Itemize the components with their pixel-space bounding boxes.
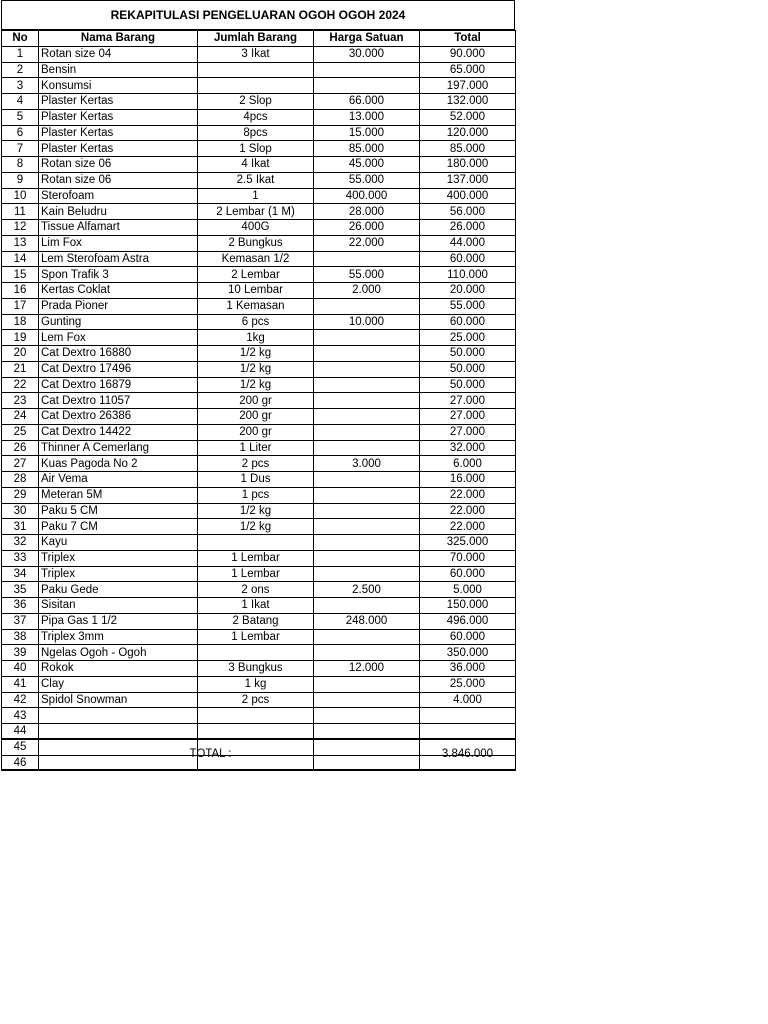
row-total: 27.000 [420, 393, 516, 409]
item-quantity: 1 Slop [198, 141, 314, 157]
item-quantity: 1/2 kg [198, 503, 314, 519]
row-number: 19 [2, 330, 39, 346]
row-total: 50.000 [420, 377, 516, 393]
row-number: 20 [2, 346, 39, 362]
item-name: Cat Dextro 14422 [39, 424, 198, 440]
header-item-name: Nama Barang [39, 31, 198, 47]
item-quantity: 1 Lembar [198, 550, 314, 566]
item-quantity: 2.5 Ikat [198, 172, 314, 188]
unit-price: 10.000 [314, 314, 420, 330]
item-quantity: 200 gr [198, 393, 314, 409]
unit-price: 55.000 [314, 267, 420, 283]
item-name: Spon Trafik 3 [39, 267, 198, 283]
unit-price [314, 346, 420, 362]
item-name: Plaster Kertas [39, 125, 198, 141]
table-row [2, 172, 516, 188]
unit-price: 26.000 [314, 220, 420, 236]
unit-price [314, 692, 420, 708]
table-row [2, 220, 516, 236]
row-total: 52.000 [420, 109, 516, 125]
row-number: 41 [2, 676, 39, 692]
item-quantity: 1/2 kg [198, 377, 314, 393]
item-quantity: 2 Bungkus [198, 235, 314, 251]
unit-price [314, 708, 420, 724]
header-unit-price: Harga Satuan [314, 31, 420, 47]
row-total: 110.000 [420, 267, 516, 283]
unit-price: 30.000 [314, 46, 420, 62]
unit-price: 400.000 [314, 188, 420, 204]
item-name: Cat Dextro 17496 [39, 361, 198, 377]
table-row [2, 78, 516, 94]
item-quantity: 1 [198, 188, 314, 204]
unit-price [314, 487, 420, 503]
row-total: 132.000 [420, 94, 516, 110]
table-row [2, 487, 516, 503]
row-total: 150.000 [420, 598, 516, 614]
item-quantity: 1 Liter [198, 440, 314, 456]
row-number: 23 [2, 393, 39, 409]
row-number: 10 [2, 188, 39, 204]
row-number: 33 [2, 550, 39, 566]
unit-price [314, 535, 420, 551]
item-name: Ngelas Ogoh - Ogoh [39, 645, 198, 661]
table-row [2, 141, 516, 157]
row-total: 56.000 [420, 204, 516, 220]
item-name: Tissue Alfamart [39, 220, 198, 236]
item-quantity: 2 Slop [198, 94, 314, 110]
row-number: 26 [2, 440, 39, 456]
item-name: Cat Dextro 16879 [39, 377, 198, 393]
item-quantity: 1 kg [198, 676, 314, 692]
unit-price: 248.000 [314, 613, 420, 629]
item-quantity: 10 Lembar [198, 283, 314, 299]
row-number: 4 [2, 94, 39, 110]
table-row [2, 613, 516, 629]
unit-price [314, 550, 420, 566]
item-quantity: 8pcs [198, 125, 314, 141]
row-total: 55.000 [420, 298, 516, 314]
item-quantity: 2 Lembar [198, 267, 314, 283]
unit-price [314, 519, 420, 535]
item-name: Spidol Snowman [39, 692, 198, 708]
row-number: 13 [2, 235, 39, 251]
table-row [2, 456, 516, 472]
row-number: 24 [2, 409, 39, 425]
unit-price [314, 472, 420, 488]
item-name: Plaster Kertas [39, 109, 198, 125]
row-number: 7 [2, 141, 39, 157]
item-name: Kain Beludru [39, 204, 198, 220]
row-number: 12 [2, 220, 39, 236]
item-quantity [198, 724, 314, 740]
row-number: 25 [2, 424, 39, 440]
row-total: 27.000 [420, 424, 516, 440]
item-quantity: 3 Bungkus [198, 661, 314, 677]
item-name: Gunting [39, 314, 198, 330]
table-row [2, 724, 516, 740]
item-quantity: 1 Ikat [198, 598, 314, 614]
row-total: 36.000 [420, 661, 516, 677]
item-name: Lem Fox [39, 330, 198, 346]
table-row [2, 676, 516, 692]
header-no: No [2, 31, 39, 47]
unit-price [314, 377, 420, 393]
unit-price: 66.000 [314, 94, 420, 110]
item-name: Rotan size 06 [39, 172, 198, 188]
item-name: Prada Pioner [39, 298, 198, 314]
row-number: 31 [2, 519, 39, 535]
row-total: 22.000 [420, 487, 516, 503]
unit-price [314, 78, 420, 94]
item-quantity: 1/2 kg [198, 519, 314, 535]
row-total: 350.000 [420, 645, 516, 661]
unit-price [314, 424, 420, 440]
unit-price [314, 645, 420, 661]
header-total: Total [420, 31, 516, 47]
item-quantity: 200 gr [198, 409, 314, 425]
item-name: Paku 5 CM [39, 503, 198, 519]
row-total: 50.000 [420, 361, 516, 377]
item-name: Air Vema [39, 472, 198, 488]
item-quantity [198, 62, 314, 78]
row-total: 325.000 [420, 535, 516, 551]
unit-price: 2.000 [314, 283, 420, 299]
item-quantity: 2 Batang [198, 613, 314, 629]
item-quantity: 2 ons [198, 582, 314, 598]
unit-price [314, 361, 420, 377]
unit-price: 15.000 [314, 125, 420, 141]
row-number: 28 [2, 472, 39, 488]
item-quantity: 400G [198, 220, 314, 236]
table-row [2, 94, 516, 110]
table-row [2, 298, 516, 314]
item-name: Lim Fox [39, 235, 198, 251]
row-number: 22 [2, 377, 39, 393]
table-row [2, 346, 516, 362]
item-name [39, 724, 198, 740]
row-number: 40 [2, 661, 39, 677]
sheet-title: REKAPITULASI PENGELUARAN OGOH OGOH 2024 [1, 0, 515, 30]
row-number: 17 [2, 298, 39, 314]
unit-price [314, 676, 420, 692]
item-name: Rokok [39, 661, 198, 677]
row-number: 14 [2, 251, 39, 267]
row-number: 29 [2, 487, 39, 503]
item-quantity: 2 Lembar (1 M) [198, 204, 314, 220]
item-name [39, 708, 198, 724]
table-row [2, 361, 516, 377]
table-row [2, 235, 516, 251]
unit-price [314, 409, 420, 425]
row-number: 27 [2, 456, 39, 472]
item-quantity: 2 pcs [198, 456, 314, 472]
table-row [2, 708, 516, 724]
row-number: 36 [2, 598, 39, 614]
row-total: 6.000 [420, 456, 516, 472]
unit-price: 85.000 [314, 141, 420, 157]
item-quantity [198, 708, 314, 724]
row-number: 30 [2, 503, 39, 519]
row-total: 44.000 [420, 235, 516, 251]
row-number: 3 [2, 78, 39, 94]
unit-price [314, 724, 420, 740]
row-total: 25.000 [420, 676, 516, 692]
item-name: Paku Gede [39, 582, 198, 598]
grand-total-label: TOTAL : [2, 739, 420, 770]
item-name: Paku 7 CM [39, 519, 198, 535]
row-number: 43 [2, 708, 39, 724]
grand-total-box [1, 738, 515, 770]
row-total: 60.000 [420, 566, 516, 582]
row-total: 400.000 [420, 188, 516, 204]
item-quantity: 1 Kemasan [198, 298, 314, 314]
row-number: 45 [2, 739, 39, 755]
table-row [2, 440, 516, 456]
row-total: 22.000 [420, 503, 516, 519]
row-total: 50.000 [420, 346, 516, 362]
row-total: 70.000 [420, 550, 516, 566]
row-number: 5 [2, 109, 39, 125]
unit-price: 55.000 [314, 172, 420, 188]
item-name: Bensin [39, 62, 198, 78]
item-quantity: 1 Dus [198, 472, 314, 488]
unit-price [314, 251, 420, 267]
item-name: Rotan size 06 [39, 157, 198, 173]
row-number: 34 [2, 566, 39, 582]
header-quantity: Jumlah Barang [198, 31, 314, 47]
item-name: Sisitan [39, 598, 198, 614]
unit-price [314, 503, 420, 519]
row-total: 20.000 [420, 283, 516, 299]
unit-price [314, 62, 420, 78]
table-row [2, 503, 516, 519]
table-row [2, 283, 516, 299]
table-row [2, 519, 516, 535]
table-row [2, 109, 516, 125]
unit-price [314, 566, 420, 582]
item-quantity: 1kg [198, 330, 314, 346]
item-name: Kayu [39, 535, 198, 551]
item-name: Cat Dextro 11057 [39, 393, 198, 409]
unit-price [314, 598, 420, 614]
item-quantity: 200 gr [198, 424, 314, 440]
item-quantity: 4 Ikat [198, 157, 314, 173]
unit-price [314, 393, 420, 409]
item-quantity: 2 pcs [198, 692, 314, 708]
item-quantity [198, 645, 314, 661]
grand-total-value: 3.846.000 [420, 739, 516, 770]
item-name: Rotan size 04 [39, 46, 198, 62]
row-total: 60.000 [420, 251, 516, 267]
item-name: Plaster Kertas [39, 94, 198, 110]
table-row [2, 267, 516, 283]
unit-price [314, 330, 420, 346]
grand-total-row [2, 739, 516, 770]
row-number: 9 [2, 172, 39, 188]
table-row [2, 598, 516, 614]
item-quantity: 1 Lembar [198, 629, 314, 645]
unit-price [314, 440, 420, 456]
unit-price: 22.000 [314, 235, 420, 251]
table-row [2, 377, 516, 393]
unit-price [314, 298, 420, 314]
row-number: 42 [2, 692, 39, 708]
row-total: 5.000 [420, 582, 516, 598]
row-number: 44 [2, 724, 39, 740]
item-name: Thinner A Cemerlang [39, 440, 198, 456]
row-total: 85.000 [420, 141, 516, 157]
row-number: 1 [2, 46, 39, 62]
row-number: 6 [2, 125, 39, 141]
item-quantity: 1 Lembar [198, 566, 314, 582]
item-quantity: 1/2 kg [198, 361, 314, 377]
row-number: 46 [2, 755, 39, 771]
row-total: 496.000 [420, 613, 516, 629]
row-number: 39 [2, 645, 39, 661]
row-total: 197.000 [420, 78, 516, 94]
row-total: 26.000 [420, 220, 516, 236]
item-name: Triplex [39, 566, 198, 582]
item-quantity [198, 535, 314, 551]
row-total: 180.000 [420, 157, 516, 173]
table-row [2, 314, 516, 330]
row-number: 37 [2, 613, 39, 629]
item-name: Lem Sterofoam Astra [39, 251, 198, 267]
item-quantity: 4pcs [198, 109, 314, 125]
row-number: 35 [2, 582, 39, 598]
item-name: Triplex 3mm [39, 629, 198, 645]
table-row [2, 188, 516, 204]
table-row [2, 645, 516, 661]
unit-price: 28.000 [314, 204, 420, 220]
table-row [2, 535, 516, 551]
item-name: Plaster Kertas [39, 141, 198, 157]
row-number: 21 [2, 361, 39, 377]
item-name: Meteran 5M [39, 487, 198, 503]
row-number: 32 [2, 535, 39, 551]
item-quantity: Kemasan 1/2 [198, 251, 314, 267]
item-quantity: 6 pcs [198, 314, 314, 330]
row-total: 65.000 [420, 62, 516, 78]
row-total: 90.000 [420, 46, 516, 62]
table-row [2, 692, 516, 708]
table-row [2, 582, 516, 598]
expense-sheet [1, 0, 515, 771]
row-total: 25.000 [420, 330, 516, 346]
item-name: Triplex [39, 550, 198, 566]
table-row [2, 46, 516, 62]
row-number: 38 [2, 629, 39, 645]
row-total: 22.000 [420, 519, 516, 535]
unit-price: 13.000 [314, 109, 420, 125]
table-row [2, 629, 516, 645]
unit-price [314, 629, 420, 645]
row-total: 137.000 [420, 172, 516, 188]
row-total: 16.000 [420, 472, 516, 488]
row-total: 120.000 [420, 125, 516, 141]
row-number: 11 [2, 204, 39, 220]
expense-table [1, 30, 516, 771]
item-name: Cat Dextro 16880 [39, 346, 198, 362]
row-number: 16 [2, 283, 39, 299]
item-quantity [198, 78, 314, 94]
row-number: 18 [2, 314, 39, 330]
item-name: Clay [39, 676, 198, 692]
table-row [2, 251, 516, 267]
row-total: 27.000 [420, 409, 516, 425]
row-number: 8 [2, 157, 39, 173]
table-row [2, 330, 516, 346]
table-row [2, 409, 516, 425]
table-row [2, 550, 516, 566]
row-total: 60.000 [420, 314, 516, 330]
table-row [2, 157, 516, 173]
item-name: Konsumsi [39, 78, 198, 94]
table-row [2, 424, 516, 440]
item-quantity: 1 pcs [198, 487, 314, 503]
item-name: Kertas Coklat [39, 283, 198, 299]
row-number: 15 [2, 267, 39, 283]
table-row [2, 393, 516, 409]
item-name: Kuas Pagoda No 2 [39, 456, 198, 472]
item-quantity: 1/2 kg [198, 346, 314, 362]
table-body [2, 46, 516, 771]
header-row [2, 31, 516, 47]
table-row [2, 661, 516, 677]
row-total: 32.000 [420, 440, 516, 456]
unit-price: 2.500 [314, 582, 420, 598]
row-total [420, 708, 516, 724]
row-total: 4.000 [420, 692, 516, 708]
item-quantity: 3 Ikat [198, 46, 314, 62]
item-name: Cat Dextro 26386 [39, 409, 198, 425]
unit-price: 3.000 [314, 456, 420, 472]
unit-price: 12.000 [314, 661, 420, 677]
row-total [420, 724, 516, 740]
table-row [2, 125, 516, 141]
row-number: 2 [2, 62, 39, 78]
table-row [2, 566, 516, 582]
table-row [2, 62, 516, 78]
row-total: 60.000 [420, 629, 516, 645]
unit-price: 45.000 [314, 157, 420, 173]
table-row [2, 472, 516, 488]
item-name: Sterofoam [39, 188, 198, 204]
table-row [2, 204, 516, 220]
item-name: Pipa Gas 1 1/2 [39, 613, 198, 629]
